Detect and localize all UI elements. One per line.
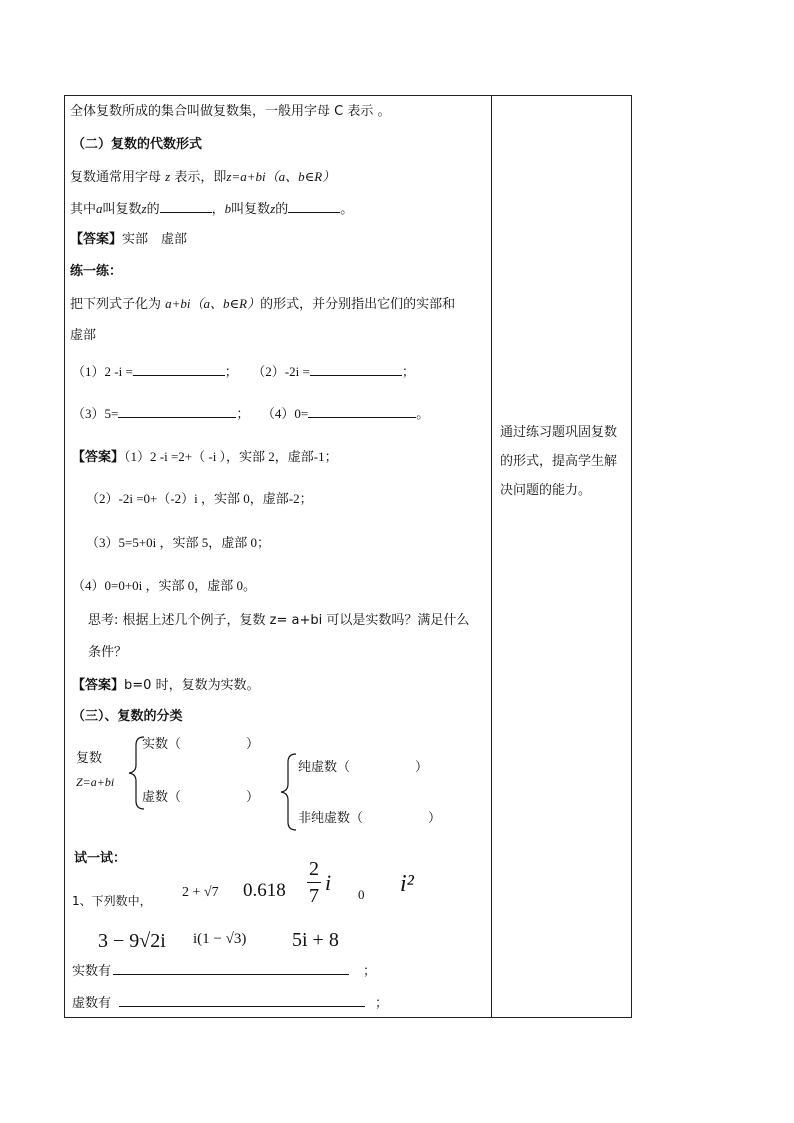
cls-imaginary: 虚数（ ） <box>142 790 260 805</box>
answer-3: 【答案】b=0 时，复数为实数。 <box>72 678 260 693</box>
cls-pure-imaginary: 纯虚数（ ） <box>298 760 429 775</box>
try-title: 试一试： <box>74 851 127 866</box>
number-frac-num: 2 <box>309 858 319 880</box>
fraction-bar <box>307 882 321 883</box>
cls-root-form: Z=a+bi <box>76 775 115 789</box>
number-2-plus-sqrt7: 2 + √7 <box>182 885 219 900</box>
practice-title: 练一练： <box>70 264 123 279</box>
text-real-imag-parts: 其中a叫复数z的 ，b叫复数z的 。 <box>70 201 354 217</box>
answer-2-line4: （4）0=0+0i ，实部 0，虚部 0。 <box>72 578 257 593</box>
practice-q3-q4: （3）5= ； （4）0= 。 <box>72 406 430 421</box>
cls-real: 实数（ ） <box>142 737 260 752</box>
number-0618: 0.618 <box>243 880 286 901</box>
answer-2-line1: 【答案】（1）2 -i =2+（ -i ），实部 2，虚部-1； <box>72 449 338 465</box>
teaching-note: 通过练习题巩固复数的形式，提高学生解决问题的能力。 <box>500 425 618 498</box>
practice-instruction: 把下列式子化为 a+bi（a、b∈R）的形式，并分别指出它们的实部和 <box>70 296 456 312</box>
text-complex-set: 全体复数所成的集合叫做复数集，一般用字母 C 表示 。 <box>70 104 391 119</box>
section-title-classification: （三）、复数的分类 <box>72 709 183 724</box>
think-question: 思考: 根据上述几个例子，复数 z= a+bi 可以是实数吗？满足什么 <box>88 613 470 628</box>
try-question: 1、下列数中， <box>72 894 152 908</box>
text-notation: 复数通常用字母 z 表示，即z=a+bi（a、b∈R） <box>70 169 336 185</box>
number-i-1-minus-sqrt3: i(1 − √3) <box>193 931 247 947</box>
number-frac-den: 7 <box>309 885 319 907</box>
blank-real-numbers[interactable] <box>113 963 349 975</box>
number-zero: 0 <box>358 887 365 902</box>
cls-non-pure-imaginary: 非纯虚数（ ） <box>298 811 442 826</box>
answer-2-line3: （3）5=5+0i ，实部 5，虚部 0； <box>86 535 271 550</box>
think-question-line2: 条件？ <box>88 645 128 660</box>
section-title-algebraic-form: （二）复数的代数形式 <box>72 137 203 152</box>
number-frac-i: i <box>325 870 332 895</box>
real-numbers-line: 实数有 ； <box>72 964 377 979</box>
practice-q1-q2: （1）2 -i = ； （2）-2i = ； <box>72 364 415 379</box>
answer-1: 【答案】实部 虚部 <box>70 232 188 247</box>
practice-instruction-line2: 虚部 <box>70 328 97 343</box>
cls-root-label: 复数 <box>76 751 103 766</box>
number-i-squared: i² <box>400 871 414 897</box>
number-5i-plus-8: 5i + 8 <box>292 929 339 951</box>
blank-imaginary-numbers[interactable] <box>119 995 365 1007</box>
imaginary-numbers-line: 虚数有 ； <box>72 996 389 1011</box>
answer-2-line2: （2）-2i =0+（-2）i ，实部 0，虚部-2； <box>86 491 313 506</box>
number-3-minus-9sqrt2i: 3 − 9√2i <box>98 930 166 952</box>
brace-right <box>281 754 296 830</box>
